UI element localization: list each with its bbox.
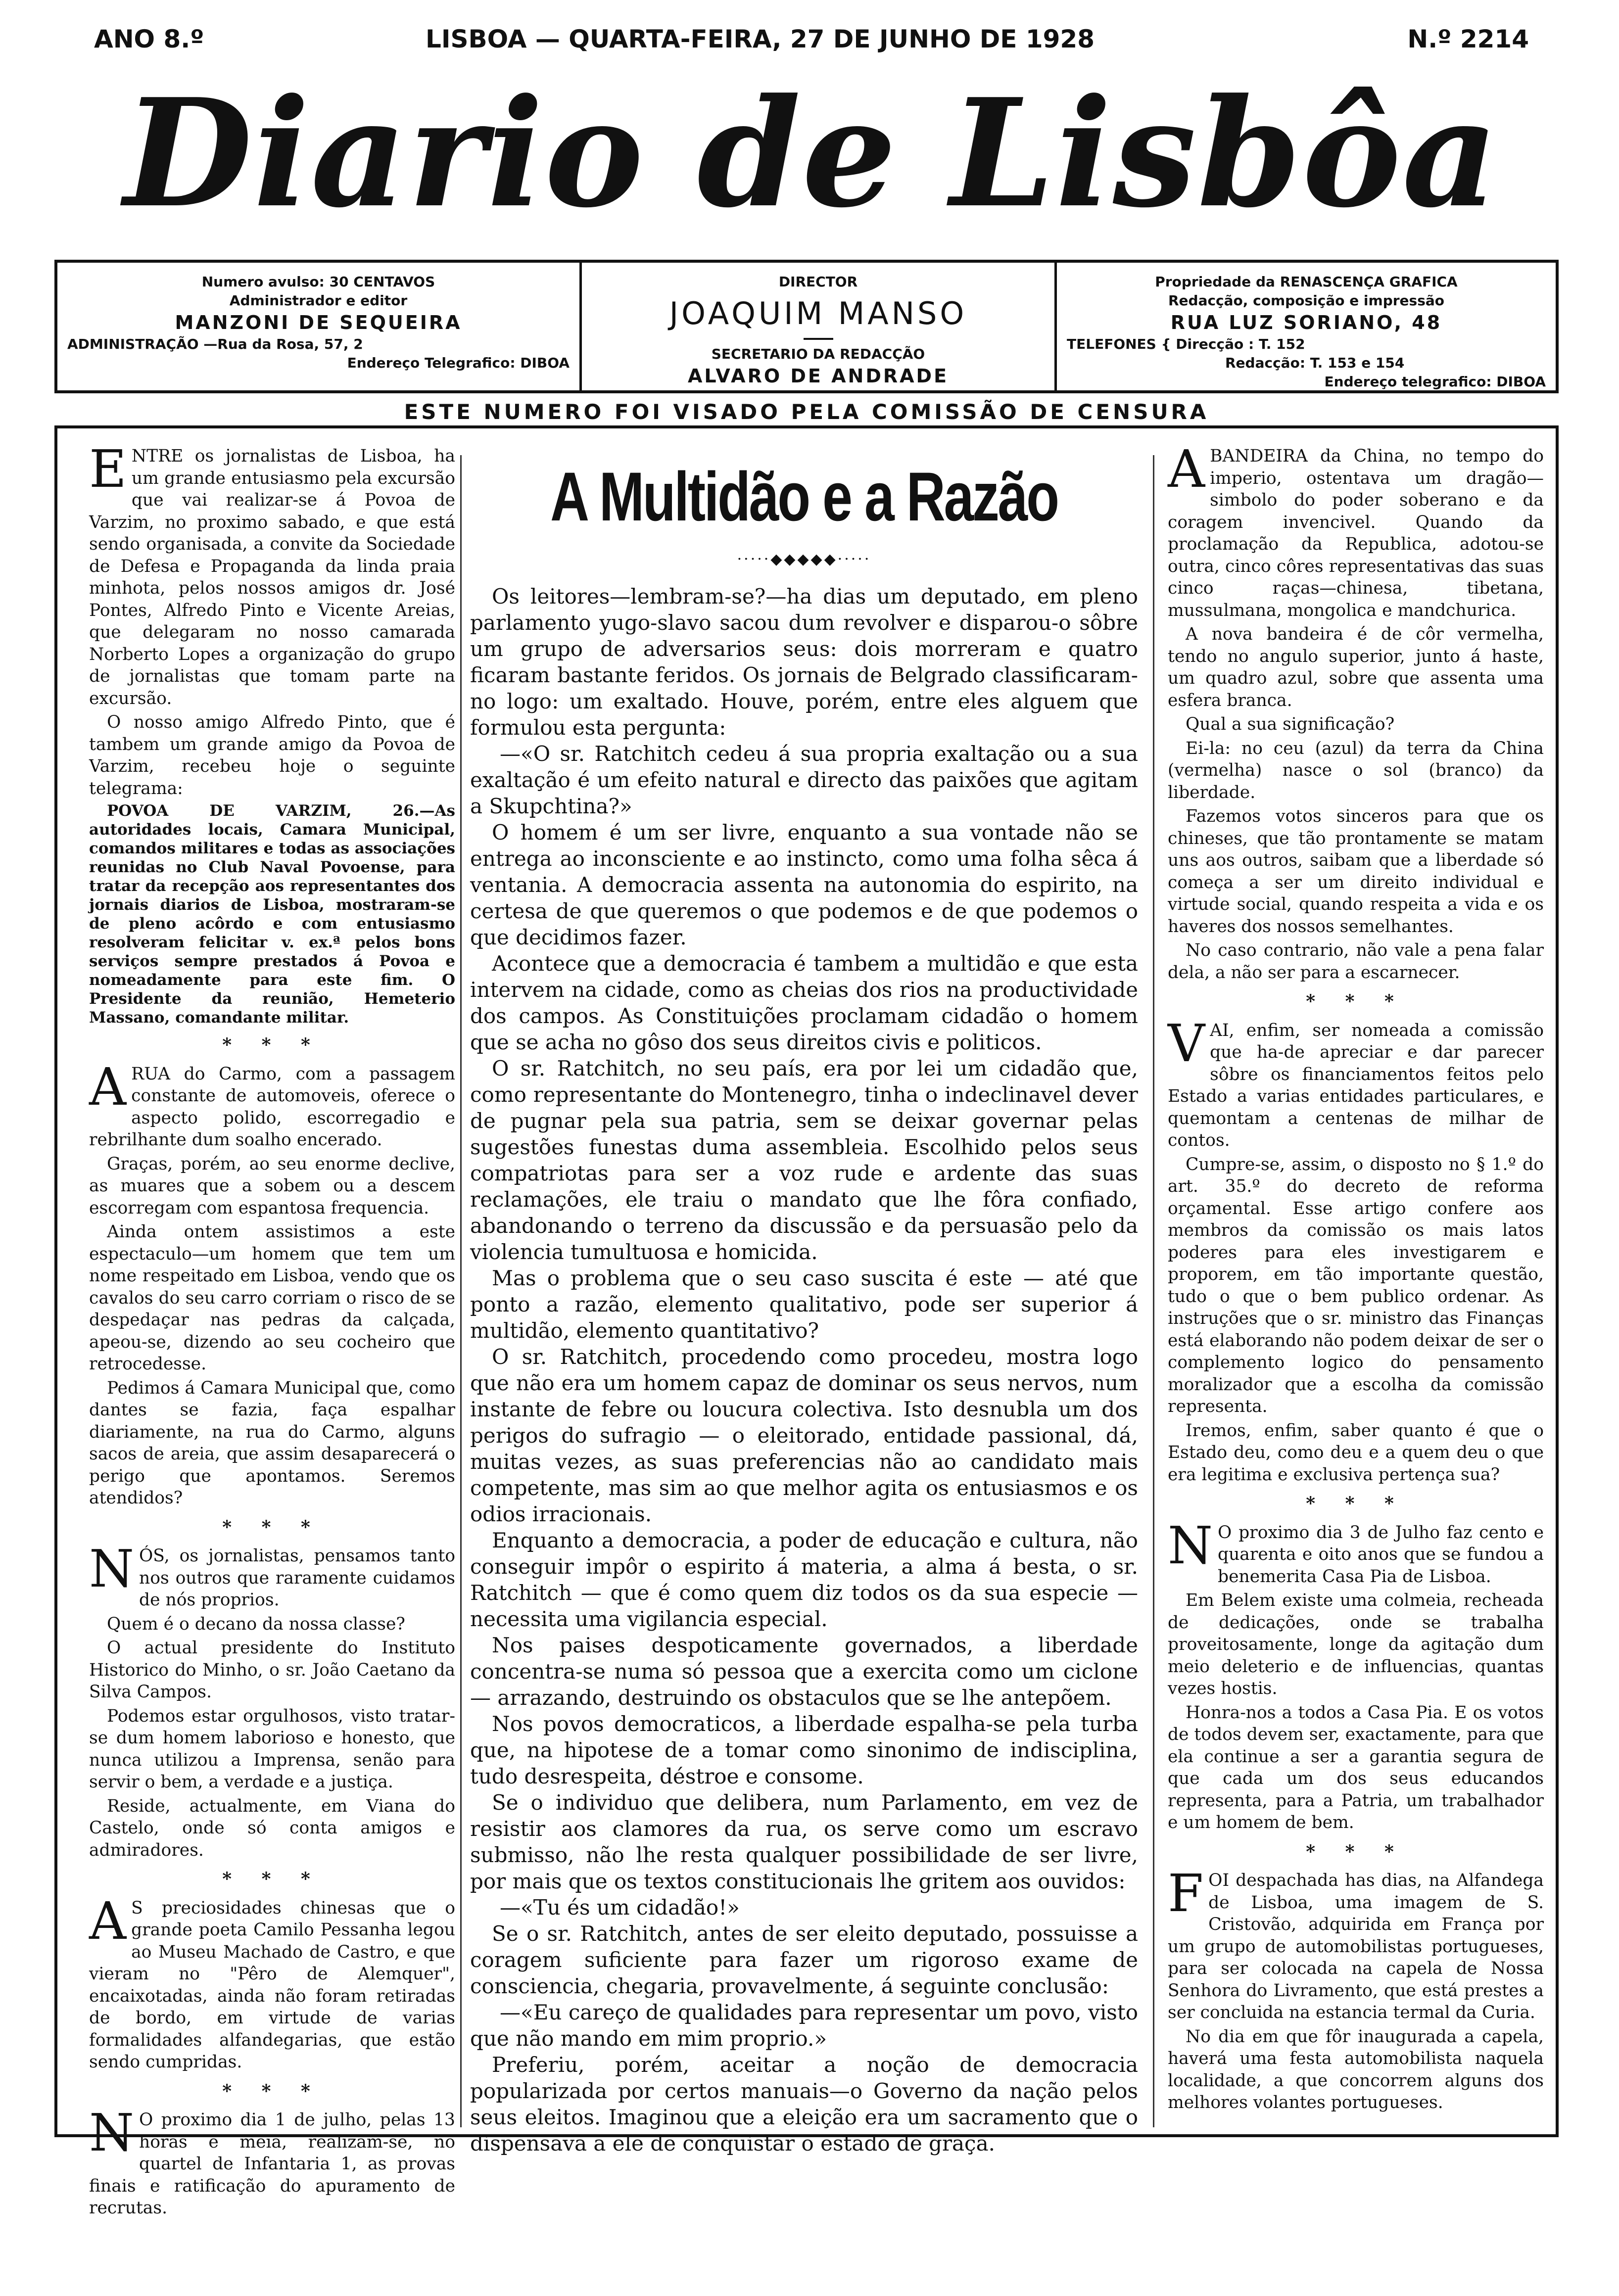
paragraph	[1168, 439, 1544, 621]
quote-paragraph: —«Tu és um cidadão!»	[500, 1895, 740, 1920]
paragraph-text: BANDEIRA da China, no tempo do imperio, ostentava um dragão—simbolo do poder soberano e da coragem invencivel. Quando da proclamação da Republica, adotou-se outra, cinco côres representativas das suas cinco raças—chinesa, tibetana, mussulmana, mongolica e mandchurica.	[1168, 446, 1544, 620]
paragraph: Os leitores—lembram-se?—ha dias um deputado, em pleno parlamento yugo-slavo sacou dum revolver e disparou-o sôbre um grupo de adversarios seus: dois morreram e quatro ficaram bastante feridos. Os jornais de Belgrado classificaram-no logo: um exaltado. Houve, porém, entre eles alguem que formulou esta pergunta:	[470, 584, 1138, 740]
phones-line: TELEFONES { Direcção : T. 152	[1067, 336, 1305, 352]
director-divider	[804, 338, 833, 340]
issue-year: ANO 8.º	[94, 25, 204, 53]
paragraph: Em Belem existe uma colmeia, recheada de dedicações, onde se trabalha proveitosamente, longe da agitação dum meio deleterio e de influencias, quantas vezes hostis.	[1168, 1591, 1544, 1698]
paragraph	[89, 439, 455, 709]
paragraph: No dia em que fôr inaugurada a capela, haverá uma festa automobilista naquela localidade, a que concorrem alguns dos melhores volantes portugueses.	[1168, 2026, 1544, 2112]
paragraph: Quem é o decano da nossa classe?	[107, 1614, 405, 1634]
owner-address: RUA LUZ SORIANO, 48	[1170, 312, 1442, 333]
director-name: JOAQUIM MANSO	[669, 295, 967, 331]
drop-cap: A	[89, 1056, 127, 1117]
paragraph: Honra-nos a todos a Casa Pia. E os votos de todos devem ser, exactamente, para que ela continue a ser a garantia segura de que cada um dos seus educandos representa, para a Patria, um trabalhador e um homem de bem.	[1168, 1702, 1544, 1832]
paragraph	[89, 1539, 455, 1611]
paragraph: Graças, porém, ao seu enorme declive, as muares que a sobem ou a descem escorregam com espantosa frequencia.	[89, 1154, 455, 1218]
column-right	[1168, 439, 1544, 2117]
paragraph: Nos paises despoticamente governados, a liberdade concentra-se numa só pessoa que a exercita como um ciclone — arrazando, destruindo os obstaculos que se lhe antepõem.	[470, 1633, 1138, 1710]
censorship-notice: ESTE NUMERO FOI VISADO PELA COMISSÃO DE CENSURA	[404, 400, 1209, 424]
section-separator: * * *	[1306, 1841, 1406, 1862]
paragraph: O sr. Ratchitch, procedendo como procedeu, mostra logo que não era um homem capaz de dominar os seus nervos, num instante de febre ou loucura colectiva. Isto desnubla um dos perigos do sufragio — o eleitorado, entidade passional, dá, muitas vezes, as suas preferencias não ao candidato mais competente, mas sim ao que melhor agita os entusiasmos e os odios irracionais.	[470, 1345, 1138, 1526]
paragraph: Nos povos democraticos, a liberdade espalha-se pela turba que, na hipotese de a tomar como sinonimo de indisciplina, tudo desrespeita, déstroe e consome.	[470, 1712, 1138, 1788]
paragraph-text: NTRE os jornalistas de Lisboa, ha um grande entusiasmo pela excursão que vai realizar-se á Povoa de Varzim, no proximo sabado, e que está sendo organisada, a convite da Sociedade de Defesa e Propaganda da linda praia minhota, pelos nossos amigos dr. José Pontes, Alfredo Pinto e Vicente Areias, que delegaram no nosso camarada Norberto Lopes a organização do grupo de jornalistas que tomam parte na excursão.	[89, 446, 455, 708]
paragraph-text: O proximo dia 1 de julho, pelas 13 horas e meia, realizam-se, no quartel de Infantaria 1, as provas finais e ratificação do apuramento de recrutas.	[89, 2110, 455, 2218]
paragraph: Se o individuo que delibera, num Parlamento, em vez de resistir aos clamores da rua, os serve como um escravo submisso, não lhe resta qualquer possibilidade de ser livre, por mais que os textos constitucionais lhe gritem aos ouvidos:	[470, 1790, 1138, 1893]
paragraph: Podemos estar orgulhosos, visto tratar-se dum homem laborioso e honesto, que nunca utilizou a Imprensa, senão para servir o bem, a verdade e a justiça.	[89, 1706, 455, 1792]
column-center-editorial	[470, 445, 1138, 2155]
quote-paragraph: —«O sr. Ratchitch cedeu á sua propria exaltação ou a sua exaltação é um efeito natural e directo das paixões que agitam a Skupchtina?»	[470, 742, 1138, 818]
section-separator: * * *	[1306, 991, 1406, 1012]
quote-paragraph: —«Eu careço de qualidades para representar um povo, visto que não mando em mim proprio.»	[470, 2000, 1138, 2051]
paragraph: O actual presidente do Instituto Historico do Minho, o sr. João Caetano da Silva Campos.	[89, 1638, 455, 1702]
paragraph-text: AI, enfim, ser nomeada a comissão que ha-de apreciar e dar parecer sôbre os financiamentos feitos pelo Estado a varias entidades particulares, e quemontam a centenas de milhar de contos.	[1168, 1020, 1544, 1150]
paragraph: A nova bandeira é de côr vermelha, tendo no angulo superior, junto á haste, um quadro azul, sobre que assenta uma esfera branca.	[1168, 624, 1544, 710]
director-label: DIRECTOR	[778, 274, 858, 290]
paragraph: Cumpre-se, assim, o disposto no § 1.º do art. 35.º do decreto de reforma orçamental. Esse artigo confere aos membros da comissão os mais latos poderes para eles investigarem e proporem, em tão importante questão, tudo o que o bem publico ordenar. As instruções que o sr. ministro das Finanças está elaborando não podem deixar de ser o complemento logico do pensamento moralizador que a escolha da comissão representa.	[1168, 1154, 1544, 1416]
paragraph: Mas o problema que o seu caso suscita é este — até que ponto a razão, elemento qualitativo, pode ser superior á multidão, elemento quantitativo?	[470, 1266, 1138, 1343]
section-separator: * * *	[222, 2080, 322, 2102]
paragraph: Ei-la: no ceu (azul) da terra da China (vermelha) nasce o sol (branco) da liberdade.	[1168, 738, 1544, 802]
admin-address: ADMINISTRAÇÃO —Rua da Rosa, 57, 2	[67, 336, 363, 352]
info-box-owner	[1057, 263, 1556, 390]
section-separator: * * *	[222, 1034, 322, 1055]
headline-ornament: ·····◆◆◆◆◆·····	[737, 551, 871, 568]
secretary-name: ALVARO DE ANDRADE	[687, 365, 949, 387]
paragraph	[1168, 1515, 1544, 1588]
info-bar	[54, 260, 1559, 393]
owner-line: Propriedade da RENASCENÇA GRAFICA	[1155, 274, 1458, 290]
drop-cap: E	[89, 439, 127, 499]
drop-cap: F	[1168, 1863, 1204, 1923]
paragraph: Qual a sua significação?	[1186, 714, 1395, 734]
paragraph-text: ÓS, os jornalistas, pensamos tanto nos outros que raramente cuidamos de nós proprios.	[139, 1546, 455, 1610]
paragraph-text: RUA do Carmo, com a passagem constante de automoveis, oferece o aspecto polido, escorregadio e rebrilhante dum soalho encerado.	[89, 1064, 455, 1150]
column-left	[89, 439, 455, 2218]
phones-line-2: Redacção: T. 153 e 154	[1225, 355, 1405, 371]
paragraph: O nosso amigo Alfredo Pinto, que é tambem um grande amigo da Povoa de Varzim, recebeu hoje o seguinte telegrama:	[89, 712, 455, 798]
paragraph: Fazemos votos sinceros para que os chineses, que tão prontamente se matam uns aos outros, saibam que a liberdade só começa a ser um direito individual e virtude social, quando respeita a vida e os haveres dos nossos semelhantes.	[1168, 806, 1544, 937]
paragraph: Preferiu, porém, aceitar a noção de democracia popularizada por certos manuais—o Governo da nação pelos seus eleitos. Imaginou que a eleição era um sacramento que o dispensava a ele de conquistar o estado de graça.	[470, 2053, 1138, 2155]
paragraph: Iremos, enfim, saber quanto é que o Estado deu, como deu e a quem deu o que era legitima e exclusiva pertença sua?	[1168, 1420, 1544, 1485]
paragraph	[89, 1056, 455, 1151]
paragraph: Ainda ontem assistimos a este espectaculo—um homem que tem um nome respeitado em Lisboa, vendo que os cavalos do seu carro corriam o risco de se despedaçar nas pedras da calçada, apeou-se, dizendo ao seu cocheiro que retrocedesse.	[89, 1222, 455, 1374]
info-box-admin	[57, 263, 582, 390]
section-separator: * * *	[222, 1516, 322, 1538]
dateline: LISBOA — QUARTA-FEIRA, 27 DE JUNHO DE 1928	[426, 25, 1095, 53]
paragraph-text: S preciosidades chinesas que o grande poeta Camilo Pessanha legou ao Museu Machado de Castro, e que vieram no "Pêro de Alemquer", encaixotadas, ainda não foram retiradas de bordo, em virtude de varias formalidades alfandegarias, que estão sendo cumpridas.	[89, 1898, 455, 2072]
paragraph: O sr. Ratchitch, no seu país, era por lei um cidadão que, como representante do Montenegro, tinha o indeclinavel dever de pugnar pela sua patria, sem se deixar governar pelas sugestões funestas duma assembleia. Escolhido pelos seus compatriotas para ser a voz rude e ardente das suas reclamações, ele traiu o mandato que lhe fôra confiado, abandonando o terreno da discussão e da persuasão pelo da violencia tumultuosa e homicida.	[470, 1056, 1138, 1264]
price-line: Numero avulso: 30 CENTAVOS	[201, 274, 435, 290]
paragraph: Acontece que a democracia é tambem a multidão e que esta intervem na cidade, como as cheias dos rios na productividade dos campos. As Constituições proclamam cidadão o homem que se acha no gôso dos seus direitos civis e politicos.	[470, 951, 1138, 1054]
drop-cap: A	[89, 1890, 127, 1951]
drop-cap: A	[1168, 439, 1205, 499]
masthead-title: Diario de Lisbôa	[123, 66, 1500, 240]
drop-cap: V	[1168, 1013, 1205, 1074]
column-rule-left	[460, 455, 462, 2127]
paragraph	[89, 1890, 455, 2073]
section-separator: * * *	[222, 1869, 322, 1889]
column-rule-right	[1153, 455, 1154, 2127]
paragraph	[1168, 1863, 1544, 2024]
section-separator: * * *	[1306, 1493, 1406, 1514]
info-box-director	[582, 263, 1057, 390]
drop-cap: N	[1168, 1515, 1213, 1576]
paragraph: Reside, actualmente, em Viana do Castelo, onde só conta amigos e admiradores.	[89, 1796, 455, 1860]
paragraph: Se o sr. Ratchitch, antes de ser eleito deputado, possuisse a coragem suficiente para fazer um rigoroso exame de consciencia, chegaria, provavelmente, á seguinte conclusão:	[470, 1921, 1138, 1998]
telegram-text: POVOA DE VARZIM, 26.—As autoridades locais, Camara Municipal, comandos militares e todas as associações reunidas no Club Naval Povoense, para tratar da recepção aos representantes dos jornais diarios de Lisboa, mostraram-se de pleno acôrdo e com entusiasmo resolveram felicitar v. ex.ª pelos bons serviços sempre prestados á Povoa e nomeadamente para este fim. O Presidente da reunião, Hemeterio Massano, comandante militar.	[89, 802, 455, 1027]
telegraph-address-right: Endereço telegrafico: DIBOA	[1324, 374, 1546, 390]
drop-cap: N	[89, 2103, 134, 2163]
paragraph: No caso contrario, não vale a pena falar dela, a não ser para a escarnecer.	[1168, 940, 1544, 983]
paragraph-text: O proximo dia 3 de Julho faz cento e quarenta e oito anos que se fundou a benemerita Casa Pia de Lisboa.	[1218, 1522, 1544, 1587]
paragraph: Pedimos á Camara Municipal que, como dantes se fazia, faça espalhar diariamente, na rua do Carmo, alguns sacos de areia, que assim desaparecerá o perigo que apontamos. Seremos atendidos?	[89, 1378, 455, 1508]
telegraph-address-left: Endereço Telegrafico: DIBOA	[347, 355, 570, 371]
paragraph	[1168, 1013, 1544, 1152]
secretary-label: SECRETARIO DA REDACÇÃO	[711, 346, 925, 362]
admin-role: Administrador e editor	[229, 292, 408, 309]
paragraph: Enquanto a democracia, a poder de educação e cultura, não conseguir impôr o espirito á materia, a alma á besta, o sr. Ratchitch — que é como quem diz todos os da sua especie — necessita uma vigilancia especial.	[470, 1528, 1138, 1631]
issue-number: N.º 2214	[1407, 25, 1529, 53]
admin-name: MANZONI DE SEQUEIRA	[175, 312, 462, 333]
paragraph-text: OI despachada has dias, na Alfandega de Lisboa, uma imagem de S. Cristovão, adquirida em França por um grupo de automobilistas portugueses, para ser colocada na capela de Nossa Senhora do Livramento, que está prestes a ser concluida na estancia termal da Curia.	[1168, 1871, 1544, 2022]
paragraph: O homem é um ser livre, enquanto a sua vontade não se entrega ao inconsciente e ao instincto, como uma folha sêca á ventania. A democracia assenta na autonomia do espirito, na certesa de que queremos o que podemos e de que podemos o que decidimos fazer.	[470, 820, 1138, 949]
editorial-headline: A Multidão e a Razão	[550, 458, 1058, 535]
drop-cap: N	[89, 1539, 134, 1599]
print-line: Redacção, composição e impressão	[1168, 292, 1445, 309]
top-line	[94, 25, 1529, 59]
paragraph	[89, 2103, 455, 2219]
